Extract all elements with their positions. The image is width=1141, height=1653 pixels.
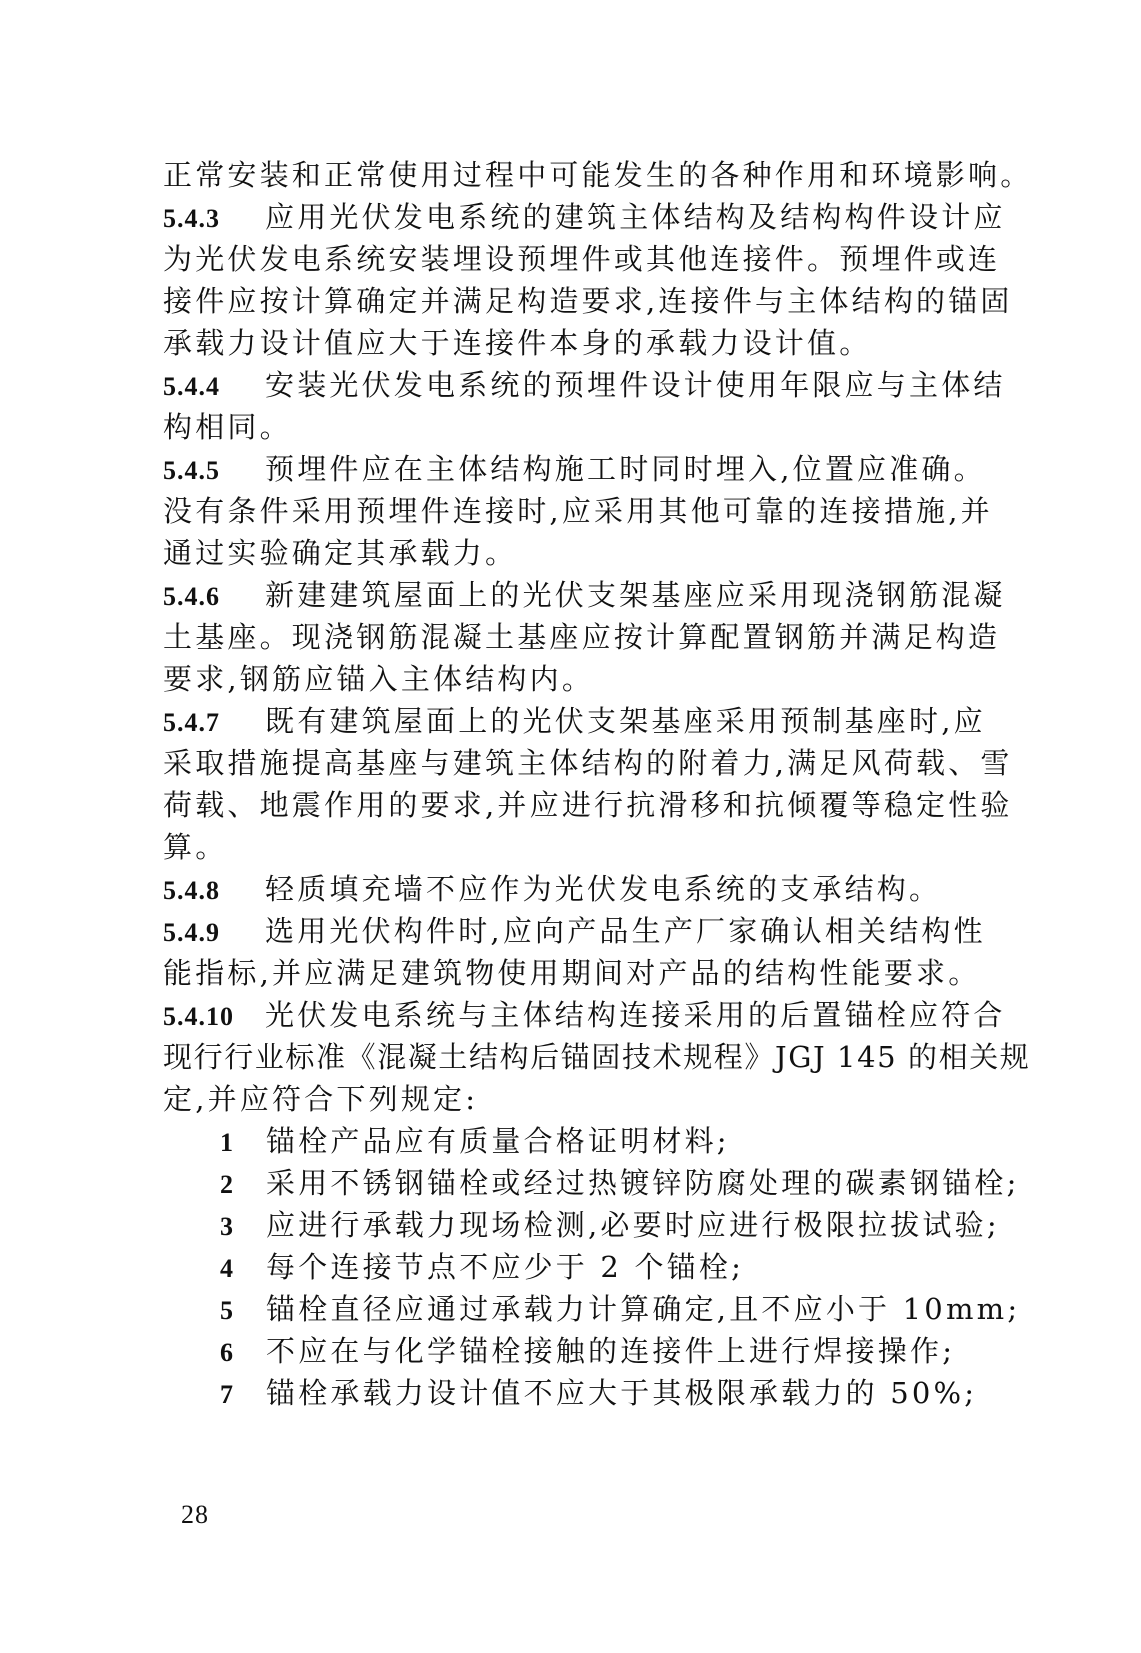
text-line: 土基座。现浇钢筋混凝土基座应按计算配置钢筋并满足构造 xyxy=(163,620,1001,654)
list-item: 3 应进行承载力现场检测,必要时应进行极限拉拔试验; xyxy=(220,1203,980,1247)
text-line: 接件应按计算确定并满足构造要求,连接件与主体结构的锚固 xyxy=(163,284,1013,318)
clause-number: 5.4.9 xyxy=(163,918,220,947)
item-number: 3 xyxy=(220,1212,237,1241)
item-number: 4 xyxy=(220,1254,237,1283)
list-item: 2 采用不锈钢锚栓或经过热镀锌防腐处理的碳素钢锚栓; xyxy=(220,1161,980,1205)
clause-number: 5.4.5 xyxy=(163,456,220,485)
text-line: 为光伏发电系统安装埋设预埋件或其他连接件。预埋件或连 xyxy=(163,242,1001,276)
text-line: 算。 xyxy=(163,830,228,864)
list-item: 4 每个连接节点不应少于 2 个锚栓; xyxy=(220,1245,980,1289)
text-line: 现行行业标准《混凝土结构后锚固技术规程》JGJ 145 的相关规 xyxy=(163,1040,1031,1074)
clause-5-4-5: 5.4.5 预埋件应在主体结构施工时同时埋入,位置应准确。 xyxy=(163,447,978,491)
text-line: 采取措施提高基座与建筑主体结构的附着力,满足风荷载、雪 xyxy=(163,746,1013,780)
clause-number: 5.4.6 xyxy=(163,582,220,611)
clause-5-4-4: 5.4.4 安装光伏发电系统的预埋件设计使用年限应与主体结 xyxy=(163,363,978,407)
item-number: 5 xyxy=(220,1296,237,1325)
clause-5-4-10: 5.4.10 光伏发电系统与主体结构连接采用的后置锚栓应符合 xyxy=(163,993,978,1037)
item-number: 1 xyxy=(220,1128,237,1157)
list-item: 7 锚栓承载力设计值不应大于其极限承载力的 50%; xyxy=(220,1371,980,1415)
clause-5-4-3: 5.4.3 应用光伏发电系统的建筑主体结构及结构构件设计应 xyxy=(163,195,978,239)
item-number: 6 xyxy=(220,1338,237,1367)
clause-number: 5.4.10 xyxy=(163,1002,234,1031)
text-line: 荷载、地震作用的要求,并应进行抗滑移和抗倾覆等稳定性验 xyxy=(163,788,1013,822)
item-number: 7 xyxy=(220,1380,237,1409)
text-line: 没有条件采用预埋件连接时,应采用其他可靠的连接措施,并 xyxy=(163,494,993,528)
clause-5-4-8: 5.4.8 轻质填充墙不应作为光伏发电系统的支承结构。 xyxy=(163,867,978,911)
text-line: 通过实验确定其承载力。 xyxy=(163,536,518,570)
clause-number: 5.4.8 xyxy=(163,876,220,905)
text-line: 承载力设计值应大于连接件本身的承载力设计值。 xyxy=(163,326,872,360)
page-number: 28 xyxy=(181,1500,209,1529)
clause-number: 5.4.3 xyxy=(163,204,220,233)
text-line: 构相同。 xyxy=(163,410,292,444)
list-item: 5 锚栓直径应通过承载力计算确定,且不应小于 10mm; xyxy=(220,1287,980,1331)
list-item: 6 不应在与化学锚栓接触的连接件上进行焊接操作; xyxy=(220,1329,980,1373)
clause-5-4-6: 5.4.6 新建建筑屋面上的光伏支架基座应采用现浇钢筋混凝 xyxy=(163,573,978,617)
clause-5-4-7: 5.4.7 既有建筑屋面上的光伏支架基座采用预制基座时,应 xyxy=(163,699,978,743)
clause-number: 5.4.7 xyxy=(163,708,220,737)
text-line: 能指标,并应满足建筑物使用期间对产品的结构性能要求。 xyxy=(163,956,981,990)
clause-5-4-9: 5.4.9 选用光伏构件时,应向产品生产厂家确认相关结构性 xyxy=(163,909,978,953)
text-line: 正常安装和正常使用过程中可能发生的各种作用和环境影响。 xyxy=(163,158,1033,192)
clause-number: 5.4.4 xyxy=(163,372,220,401)
text-line: 要求,钢筋应锚入主体结构内。 xyxy=(163,662,595,696)
item-number: 2 xyxy=(220,1170,237,1199)
list-item: 1 锚栓产品应有质量合格证明材料; xyxy=(220,1119,980,1163)
text-line: 定,并应符合下列规定: xyxy=(163,1082,479,1116)
